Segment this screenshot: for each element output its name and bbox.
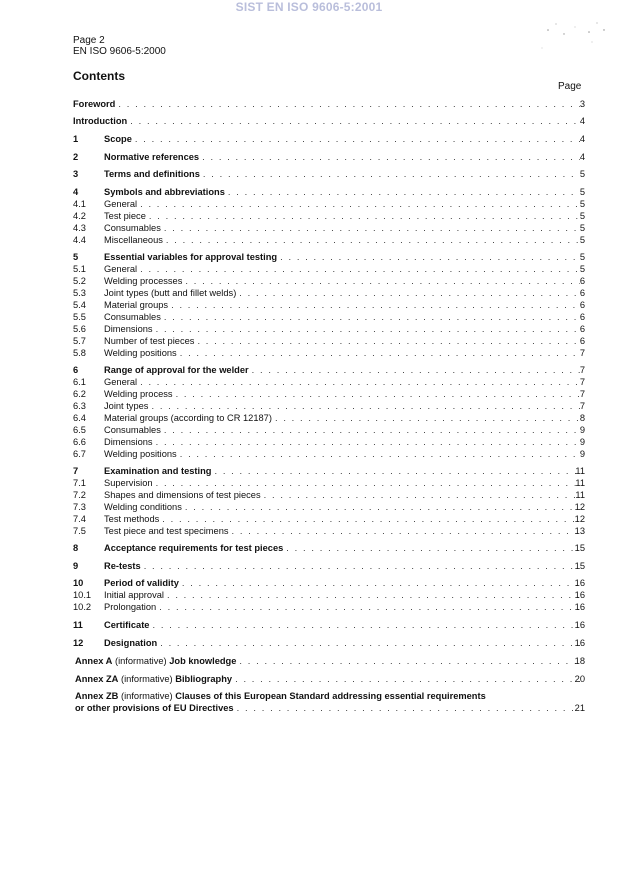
toc-entry-title: Period of validity (104, 578, 179, 588)
annex-zb-type: (informative) (120, 691, 173, 701)
annex-zb-entry-line1[interactable] (75, 690, 486, 702)
toc-entry-page: 9 (579, 449, 585, 459)
toc-entry-number: 8 (73, 543, 79, 553)
toc-entry-title: Shapes and dimensions of test pieces (104, 490, 261, 500)
toc-entry-number: 6 (73, 365, 79, 375)
leader-dots (140, 198, 580, 210)
annex-page: 20 (574, 674, 585, 684)
toc-entry-number: 11 (73, 620, 83, 630)
leader-dots (228, 186, 580, 198)
toc-entry-number: 9 (73, 561, 79, 571)
toc-entry[interactable] (0, 275, 618, 287)
toc-entry-number: 5.2 (73, 276, 86, 286)
leader-dots (237, 702, 580, 714)
leader-dots (232, 525, 580, 537)
toc-entry-number: 5.6 (73, 324, 86, 334)
annex-label: Annex ZA (75, 674, 119, 684)
contents-title: Contents (73, 69, 125, 83)
toc-entry[interactable] (0, 601, 618, 613)
leader-dots (176, 388, 580, 400)
toc-entry-number: 6.4 (73, 413, 86, 423)
toc-entry-number: 12 (73, 638, 84, 648)
toc-entry[interactable] (0, 400, 618, 412)
annex-type: (informative) (114, 656, 167, 666)
leader-dots (252, 364, 580, 376)
toc-entry[interactable] (0, 98, 618, 110)
toc-entry-title: Joint types (butt and fillet welds) (104, 288, 237, 298)
toc-entry-number: 4.3 (73, 223, 86, 233)
leader-dots (164, 424, 580, 436)
toc-entry[interactable] (0, 436, 618, 448)
toc-entry-number: 5.4 (73, 300, 86, 310)
toc-entry-number: 4.4 (73, 235, 86, 245)
toc-entry-page: 5 (579, 169, 585, 179)
toc-entry-page: 16 (574, 602, 585, 612)
toc-entry-page: 7 (579, 389, 585, 399)
toc-entry-number: 7.1 (73, 478, 86, 488)
toc-entry[interactable] (0, 347, 618, 359)
leader-dots (264, 489, 580, 501)
toc-entry[interactable] (0, 589, 618, 601)
annex-a-entry[interactable] (0, 655, 618, 667)
toc-entry-title: Welding positions (104, 449, 177, 459)
toc-entry-page: 8 (579, 413, 585, 423)
leader-dots (239, 287, 580, 299)
toc-entry-page: 13 (574, 526, 585, 536)
annex-zb-page: 21 (574, 703, 585, 713)
toc-entry-page: 5 (579, 252, 585, 262)
annex-zb-title-line2: or other provisions of EU Directives (75, 703, 234, 713)
toc-entry-number: 5 (73, 252, 79, 262)
toc-entry-number: 6.2 (73, 389, 86, 399)
toc-entry[interactable] (0, 210, 618, 222)
toc-entry[interactable] (0, 115, 618, 127)
toc-entry-number: 4.1 (73, 199, 86, 209)
toc-entry-title: Normative references (104, 152, 200, 162)
toc-entry[interactable] (0, 388, 618, 400)
annex-title: Job knowledge (169, 656, 237, 666)
annex-za-entry[interactable] (0, 673, 618, 685)
toc-entry-number: 10.1 (73, 590, 92, 600)
toc-entry-number: 4 (73, 187, 79, 197)
toc-entry-page: 16 (574, 590, 585, 600)
leader-dots (235, 673, 580, 685)
leader-dots (162, 513, 580, 525)
toc-entry-number: 5.7 (73, 336, 86, 346)
toc-entry-page: 6 (579, 288, 585, 298)
standard-id-header: EN ISO 9606-5:2000 (73, 46, 166, 57)
toc-entry-title: General (104, 199, 138, 209)
toc-entry-page: 12 (574, 514, 585, 524)
leader-dots (149, 210, 580, 222)
toc-entry-number: 7.5 (73, 526, 86, 536)
toc-entry-page: 16 (574, 620, 585, 630)
toc-entry[interactable] (0, 465, 618, 477)
toc-entry-title: Material groups (104, 300, 169, 310)
toc-entry-title: Test piece (104, 211, 146, 221)
toc-entry[interactable] (0, 513, 618, 525)
toc-entry-page: 4 (579, 134, 585, 144)
toc-entry-page: 5 (579, 264, 585, 274)
toc-entry-page: 5 (579, 235, 585, 245)
toc-entry[interactable] (0, 151, 618, 163)
scan-specks (534, 18, 614, 58)
toc-entry[interactable] (0, 234, 618, 246)
toc-entry-title: Scope (104, 134, 132, 144)
toc-entry[interactable] (0, 222, 618, 234)
toc-entry-page: 5 (579, 187, 585, 197)
toc-entry-title: Number of test pieces (104, 336, 195, 346)
toc-entry[interactable] (0, 251, 618, 263)
toc-entry[interactable] (0, 287, 618, 299)
annex-zb-title-line1: Clauses of this European Standard addressing essential requirements (175, 691, 486, 701)
toc-entry[interactable] (0, 501, 618, 513)
watermark: SIST EN ISO 9606-5:2001 (235, 0, 383, 14)
leader-dots (144, 560, 580, 572)
leader-dots (214, 465, 580, 477)
toc-entry[interactable] (0, 168, 618, 180)
toc-entry-title: Range of approval for the welder (104, 365, 249, 375)
annex-zb-entry-line2[interactable] (0, 702, 618, 714)
toc-entry-number: 6.5 (73, 425, 86, 435)
toc-entry[interactable] (0, 186, 618, 198)
toc-entry-page: 4 (579, 116, 585, 126)
page-column-label: Page (558, 81, 582, 92)
leader-dots (202, 151, 580, 163)
leader-dots (135, 133, 580, 145)
leader-dots (156, 436, 580, 448)
toc-entry-title: Prolongation (104, 602, 157, 612)
toc-entry-title: Acceptance requirements for test pieces (104, 543, 284, 553)
toc-entry-number: 5.3 (73, 288, 86, 298)
toc-entry[interactable] (0, 299, 618, 311)
toc-entry-title: Consumables (104, 425, 161, 435)
leader-dots (140, 263, 580, 275)
annex-title: Bibliography (175, 674, 233, 684)
leader-dots (164, 311, 580, 323)
toc-entry-title: General (104, 377, 138, 387)
toc-entry[interactable] (0, 412, 618, 424)
toc-entry-page: 3 (579, 99, 585, 109)
toc-entry-page: 6 (579, 336, 585, 346)
page-number-header: Page 2 (73, 35, 105, 46)
leader-dots (164, 222, 580, 234)
toc-entry[interactable] (0, 376, 618, 388)
toc-entry[interactable] (0, 263, 618, 275)
toc-entry-title: Consumables (104, 223, 161, 233)
leader-dots (280, 251, 580, 263)
toc-entry[interactable] (0, 311, 618, 323)
toc-entry-title: Consumables (104, 312, 161, 322)
toc-entry-title: Essential variables for approval testing (104, 252, 278, 262)
toc-entry-page: 6 (579, 276, 585, 286)
toc-entry-title: Introduction (73, 116, 128, 126)
toc-entry-number: 10.2 (73, 602, 92, 612)
toc-entry[interactable] (0, 560, 618, 572)
leader-dots (180, 347, 580, 359)
toc-entry-title: Certificate (104, 620, 150, 630)
toc-entry-page: 7 (579, 401, 585, 411)
leader-dots (140, 376, 580, 388)
toc-entry-number: 7 (73, 466, 79, 476)
leader-dots (182, 577, 580, 589)
leader-dots (118, 98, 580, 110)
toc-entry[interactable] (0, 619, 618, 631)
leader-dots (159, 601, 580, 613)
toc-entry-number: 2 (73, 152, 79, 162)
toc-entry-title: Miscellaneous (104, 235, 163, 245)
toc-entry[interactable] (0, 424, 618, 436)
toc-entry-title: Material groups (according to CR 12187) (104, 413, 272, 423)
toc-entry[interactable] (0, 448, 618, 460)
toc-entry-number: 7.3 (73, 502, 86, 512)
leader-dots (203, 168, 580, 180)
toc-entry-page: 6 (579, 312, 585, 322)
leader-dots (130, 115, 580, 127)
toc-entry-title: Welding conditions (104, 502, 182, 512)
toc-entry-number: 5.8 (73, 348, 86, 358)
toc-entry-title: Terms and definitions (104, 169, 200, 179)
leader-dots (166, 234, 580, 246)
toc-entry-title: Initial approval (104, 590, 164, 600)
annex-label: Annex A (75, 656, 113, 666)
toc-entry-number: 5.5 (73, 312, 86, 322)
leader-dots (197, 335, 580, 347)
toc-entry-number: 7.4 (73, 514, 86, 524)
toc-entry-page: 9 (579, 437, 585, 447)
toc-entry-title: Symbols and abbreviations (104, 187, 225, 197)
toc-entry[interactable] (0, 364, 618, 376)
toc-entry-title: Test piece and test specimens (104, 526, 229, 536)
toc-entry-number: 1 (73, 134, 79, 144)
toc-entry-number: 5.1 (73, 264, 86, 274)
leader-dots (156, 477, 580, 489)
toc-entry[interactable] (0, 525, 618, 537)
toc-entry-title: Welding process (104, 389, 173, 399)
toc-entry-title: Examination and testing (104, 466, 212, 476)
toc-entry-number: 7.2 (73, 490, 86, 500)
toc-entry-title: General (104, 264, 138, 274)
toc-entry-number: 10 (73, 578, 84, 588)
toc-entry[interactable] (0, 577, 618, 589)
leader-dots (167, 589, 580, 601)
toc-entry[interactable] (0, 323, 618, 335)
toc-entry-title: Re-tests (104, 561, 141, 571)
annex-type: (informative) (120, 674, 173, 684)
toc-entry-page: 15 (574, 561, 585, 571)
toc-entry-title: Test methods (104, 514, 160, 524)
leader-dots (171, 299, 580, 311)
toc-entry[interactable] (0, 542, 618, 554)
toc-entry-page: 16 (574, 578, 585, 588)
toc-entry-page: 11 (575, 466, 585, 476)
leader-dots (185, 275, 580, 287)
toc-entry-page: 11 (575, 478, 585, 488)
toc-entry-page: 4 (579, 152, 585, 162)
leader-dots (286, 542, 580, 554)
toc-entry-title: Dimensions (104, 437, 153, 447)
toc-entry-page: 15 (574, 543, 585, 553)
toc-entry-number: 6.1 (73, 377, 86, 387)
toc-entry[interactable] (0, 477, 618, 489)
toc-entry-number: 6.3 (73, 401, 86, 411)
toc-entry-number: 3 (73, 169, 79, 179)
toc-entry-number: 4.2 (73, 211, 86, 221)
toc-entry-title: Designation (104, 638, 158, 648)
leader-dots (185, 501, 580, 513)
toc-entry-title: Supervision (104, 478, 153, 488)
annex-zb-label: Annex ZB (75, 691, 119, 701)
toc-entry[interactable] (0, 335, 618, 347)
toc-entry[interactable] (0, 198, 618, 210)
toc-entry-page: 7 (579, 348, 585, 358)
leader-dots (239, 655, 580, 667)
toc-entry-title: Welding positions (104, 348, 177, 358)
toc-entry-page: 11 (575, 490, 585, 500)
toc-entry-number: 6.7 (73, 449, 86, 459)
leader-dots (275, 412, 580, 424)
toc-entry-title: Foreword (73, 99, 116, 109)
leader-dots (152, 619, 580, 631)
toc-entry[interactable] (0, 637, 618, 649)
leader-dots (160, 637, 580, 649)
annex-page: 18 (574, 656, 585, 666)
toc-entry-page: 6 (579, 324, 585, 334)
toc-entry-title: Joint types (104, 401, 149, 411)
leader-dots (151, 400, 580, 412)
toc-entry-page: 5 (579, 223, 585, 233)
leader-dots (156, 323, 580, 335)
toc-entry-title: Dimensions (104, 324, 153, 334)
leader-dots (180, 448, 580, 460)
toc-entry[interactable] (0, 489, 618, 501)
toc-entry-page: 7 (579, 365, 585, 375)
toc-entry[interactable] (0, 133, 618, 145)
toc-entry-page: 12 (574, 502, 585, 512)
toc-entry-page: 16 (574, 638, 585, 648)
toc-entry-page: 5 (579, 199, 585, 209)
toc-entry-page: 5 (579, 211, 585, 221)
toc-entry-number: 6.6 (73, 437, 86, 447)
toc-entry-page: 9 (579, 425, 585, 435)
toc-entry-title: Welding processes (104, 276, 183, 286)
toc-entry-page: 7 (579, 377, 585, 387)
toc-entry-page: 6 (579, 300, 585, 310)
